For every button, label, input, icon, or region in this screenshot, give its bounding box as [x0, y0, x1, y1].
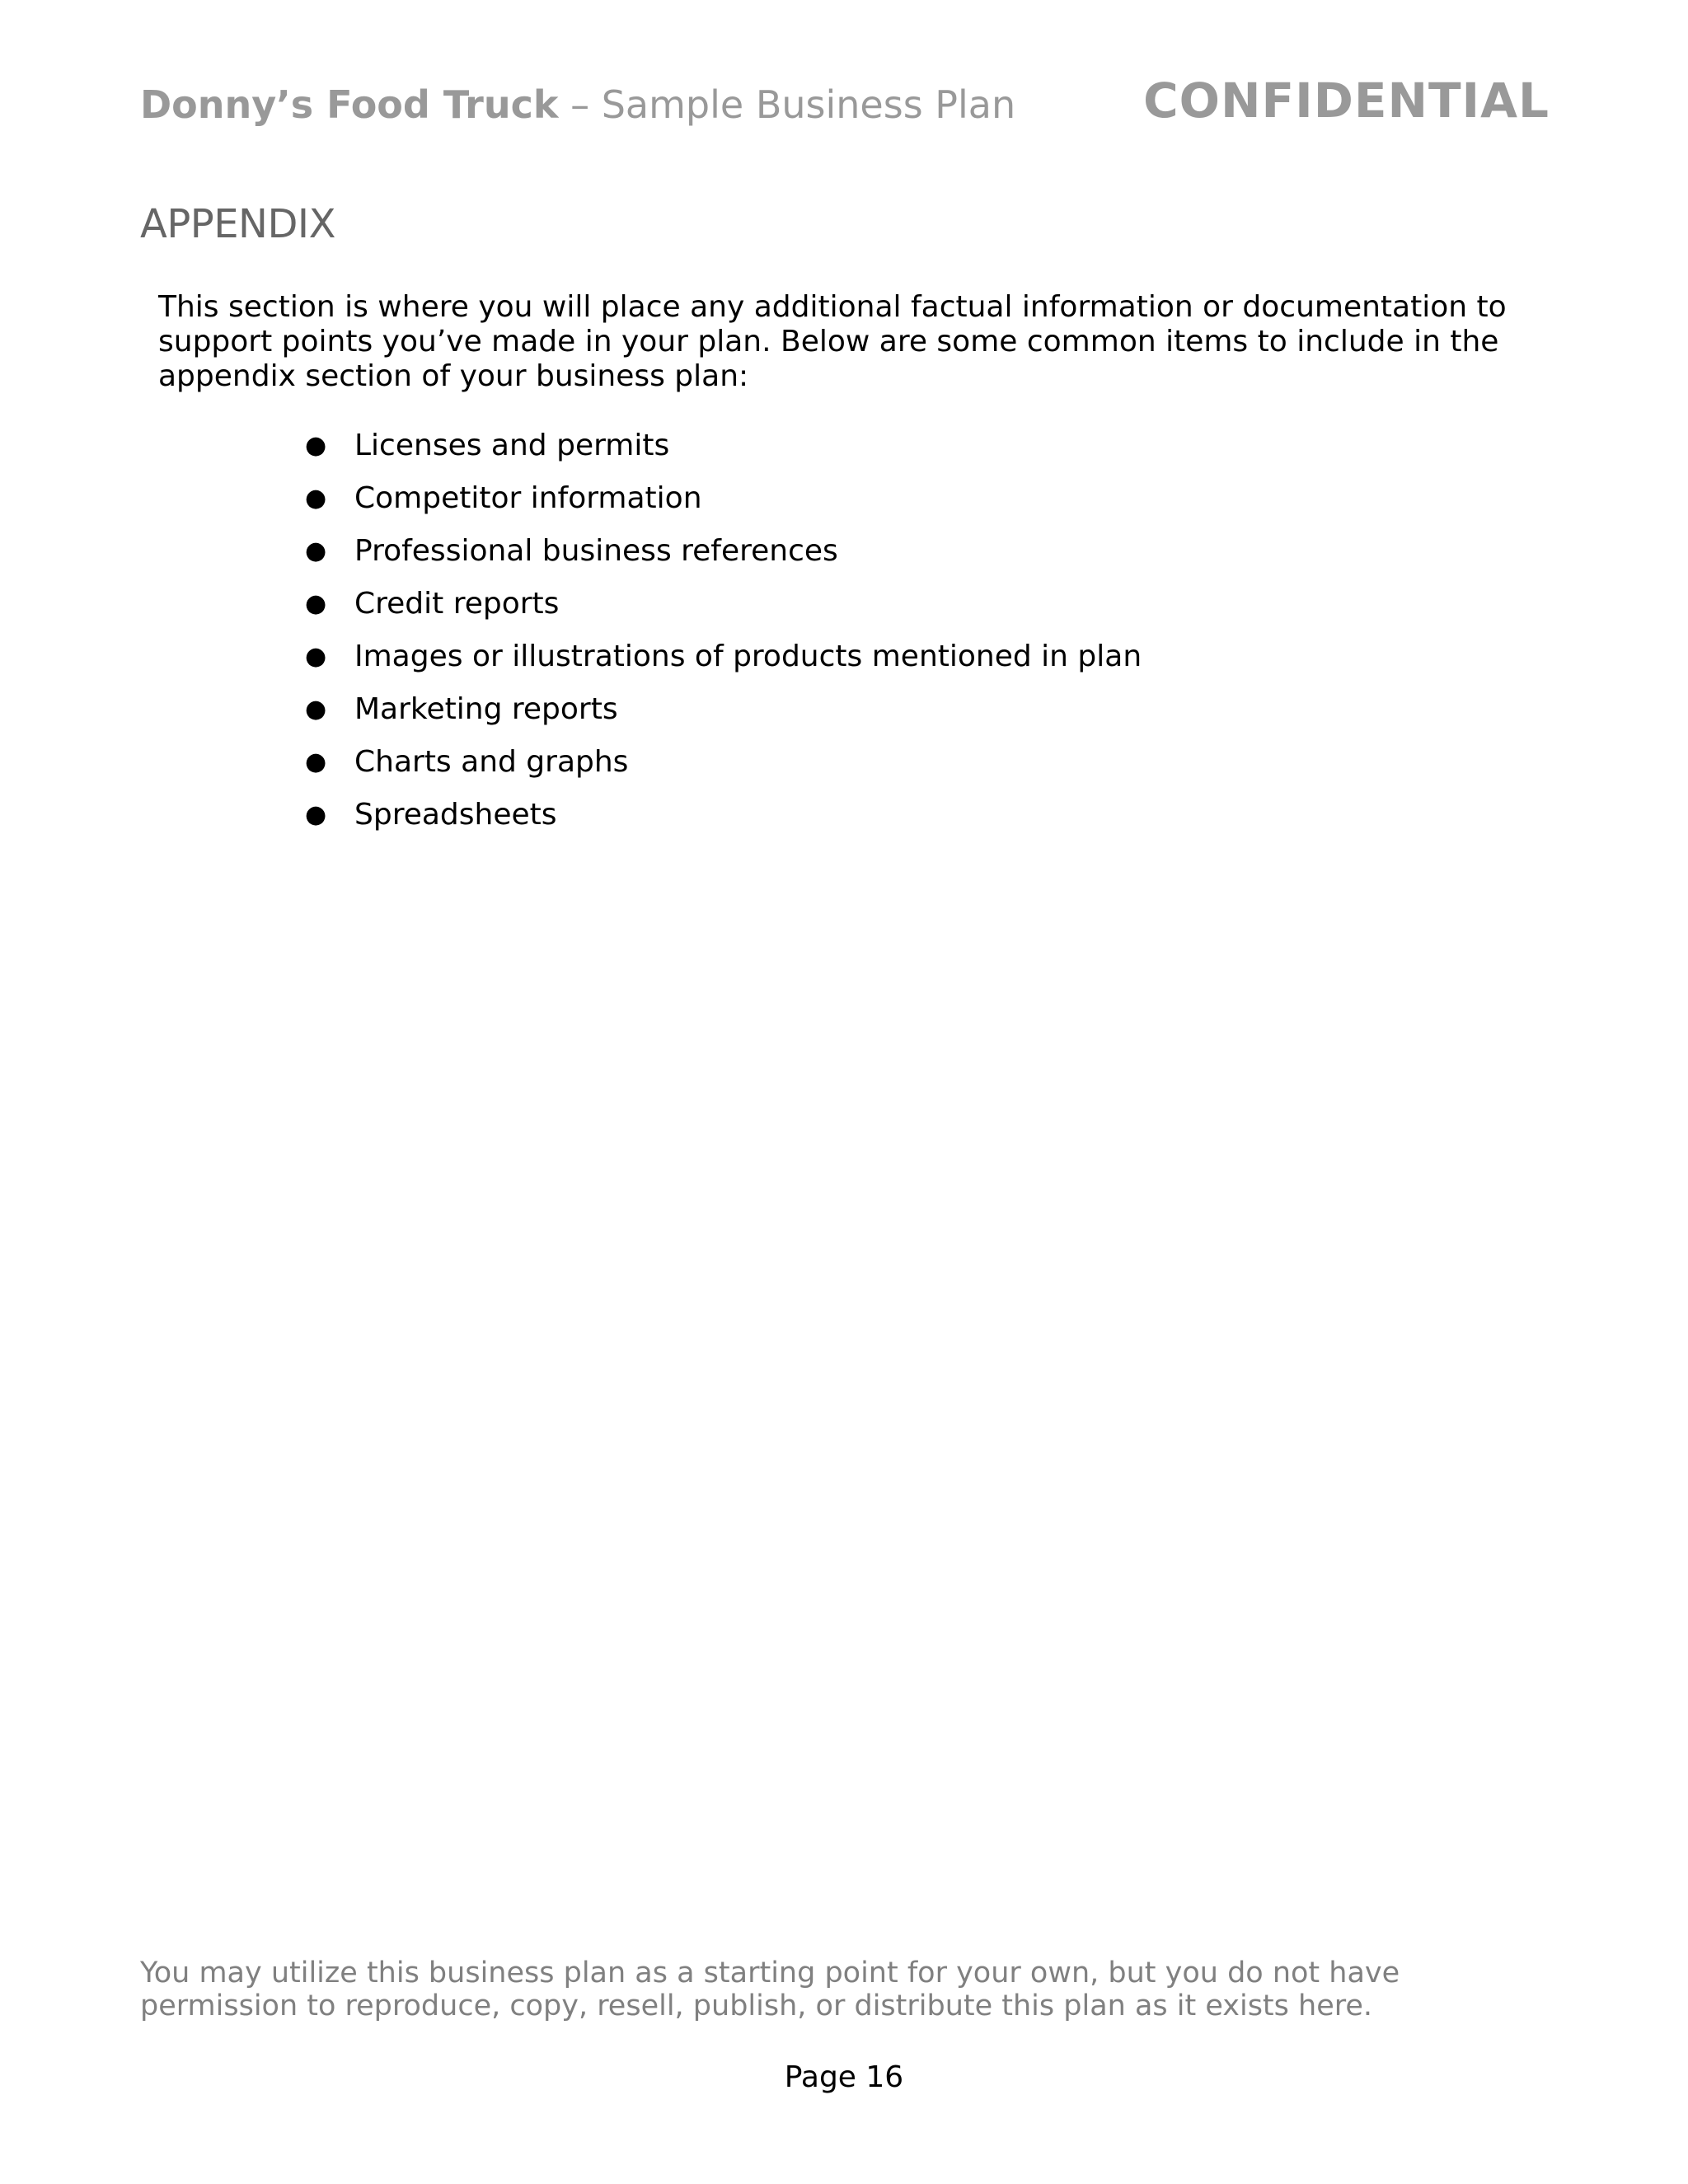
list-item	[305, 692, 1142, 745]
list-item-text: Competitor information	[354, 481, 702, 515]
list-item	[305, 587, 1142, 640]
page-number: Page 16	[784, 2060, 904, 2094]
bullet-icon: ●	[305, 589, 327, 618]
list-item	[305, 429, 1142, 481]
document-title	[140, 82, 1015, 127]
bullet-icon: ●	[305, 642, 327, 671]
list-item	[305, 745, 1142, 798]
document-subtitle: Sample Business Plan	[601, 82, 1016, 127]
bullet-icon: ●	[305, 431, 327, 460]
list-item-text: Credit reports	[354, 587, 560, 621]
bullet-icon: ●	[305, 800, 327, 829]
usage-disclaimer: You may utilize this business plan as a starting point for your own, but you do not have permission to reproduce, copy, resell, publish, or distribute this plan as it exists here.	[140, 1957, 1400, 2022]
list-item	[305, 534, 1142, 587]
section-title: APPENDIX	[140, 201, 335, 247]
list-item	[305, 481, 1142, 534]
list-item-text: Images or illustrations of products mentioned in plan	[354, 640, 1142, 673]
title-separator: –	[558, 82, 602, 127]
bullet-icon: ●	[305, 748, 327, 776]
business-name: Donny’s Food Truck	[140, 82, 559, 127]
appendix-items-list	[305, 429, 1142, 851]
section-intro: This section is where you will place any additional factual information or documentation to support points you’ve made in your plan. Below are some common items to include in the appendix section of your business plan:	[158, 290, 1507, 393]
list-item-text: Licenses and permits	[354, 429, 670, 462]
list-item-text: Professional business references	[354, 534, 838, 568]
list-item	[305, 798, 1142, 851]
list-item	[305, 640, 1142, 692]
bullet-icon: ●	[305, 537, 327, 565]
confidential-label: CONFIDENTIAL	[1143, 73, 1550, 129]
bullet-icon: ●	[305, 484, 327, 513]
list-item-text: Marketing reports	[354, 692, 618, 726]
list-item-text: Spreadsheets	[354, 798, 557, 832]
page-header	[140, 73, 1550, 138]
list-item-text: Charts and graphs	[354, 745, 629, 779]
bullet-icon: ●	[305, 695, 327, 724]
